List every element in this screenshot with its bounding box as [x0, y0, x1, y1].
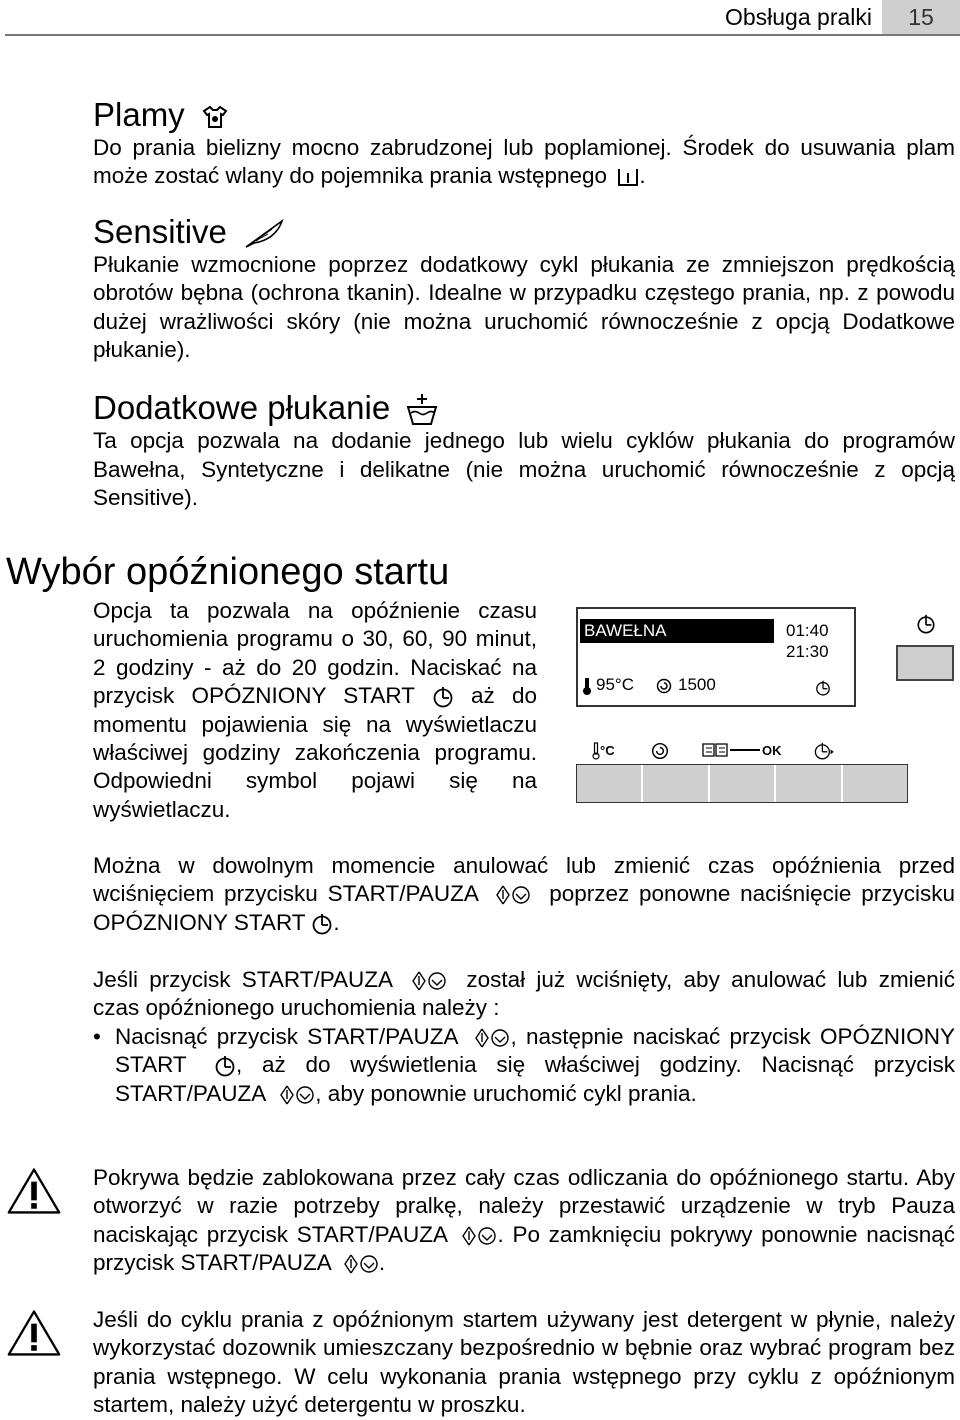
section-plamy — [93, 96, 955, 191]
delay-button[interactable] — [843, 765, 907, 802]
delay-clock-icon — [311, 913, 333, 935]
temp-button[interactable] — [577, 765, 643, 802]
display-program: BAWEŁNA — [580, 619, 774, 643]
delay-clock-icon — [432, 686, 454, 708]
feather-icon — [242, 219, 286, 249]
start-pause-icon — [279, 1084, 315, 1106]
start-pause-icon — [461, 1225, 497, 1247]
list-item: • Nacisnąć przycisk START/PAUZA , następnie naciskać przycisk OPÓZNIONY START , aż do wyświetlenia się właściwej godziny. Nacisnąć przycisk START/PAUZA , aby ponownie uruchomić cykl prania. — [93, 1023, 955, 1106]
display-time-end: 21:30 — [786, 642, 829, 661]
dodatkowe-heading: Dodatkowe płukanie — [93, 389, 955, 427]
start-pause-icon — [343, 1253, 379, 1275]
delay-clock-icon — [813, 742, 835, 760]
warning-lid: Pokrywa będzie zablokowana przez cały czas odliczania do opóźnionego startu. Aby otworzyć w razie potrzeby pralkę, należy przestawić urządzenie w tryb Pauza naciskając przycisk START/PAUZA . Po zamknięciu pokrywy ponownie nacisnąć przycisk START/PAUZA . — [93, 1165, 955, 1276]
delay-heading: Wybór opóźnionego startu — [6, 551, 450, 593]
delay-text: Opcja ta pozwala na opóźnienie czasu uruchomienia programu o 30, 60, 90 minut, 2 godziny - aż do 20 godzin. Naciskać na przycisk OPÓZNIONY START aż do momentu pojawienia się na wyświetlaczu właściwej godziny zakończenia programu. Odpowiedni symbol pojawi się na wyświetlaczu. — [93, 598, 537, 822]
header-rule — [5, 34, 960, 36]
sensitive-text: Płukanie wzmocnione poprzez dodatkowy cykl płukania ze zmniejszon prędkością obrotów bębna (ochrona tkanin). Idealne w przypadku częstego prania, np. z powodu dużej wrażliwości skóry (nie można uruchomić równocześnie z opcją Dodatkowe płukanie). — [93, 252, 955, 363]
start-pause-icon — [495, 884, 531, 906]
options-button[interactable] — [710, 765, 776, 802]
display-temp: 95°C — [596, 675, 634, 694]
button-bar — [576, 764, 908, 803]
display-spin: 1500 — [678, 675, 716, 694]
warning-triangle-icon — [6, 1308, 62, 1358]
start-pause-icon — [474, 1027, 510, 1049]
para-started: Jeśli przycisk START/PAUZA został już wciśnięty, aby anulować lub zmienić czas opóźnionego uruchomienia należy : • Nacisnąć przycisk START/PAUZA , następnie naciskać przycisk OPÓZNIONY START , aż do wyświetlenia się właściwej godziny. Nacisnąć przycisk START/PAUZA , aby ponownie uruchomić cykl prania. — [93, 966, 955, 1108]
plamy-text: Do prania bielizny mocno zabrudzonej lub poplamionej. Środek do usuwania plam może zostać wlany do pojemnika prania wstępnego . — [93, 135, 955, 189]
section-sensitive — [93, 213, 955, 365]
header-title: Obsługa pralki — [724, 4, 872, 30]
dodatkowe-text: Ta opcja pozwala na dodanie jednego lub wielu cyklów płukania do programów Bawełna, Syntetyczne i delikatne (nie można uruchomić równocześnie z opcją Sensitive). — [93, 428, 955, 511]
display-delay-icon — [815, 680, 831, 696]
temp-button-label: °C — [592, 742, 615, 760]
option-ok-label: OK — [702, 742, 782, 758]
book-icon — [702, 742, 728, 758]
display-temp-row — [582, 675, 634, 695]
ok-button[interactable] — [776, 765, 842, 802]
warning-detergent-text: Jeśli do cyklu prania z opóźnionym startem używany jest detergent w płynie, należy wykorzystać dozownik umieszczany bezpośrednio w bębnie oraz wybrać program bez prania wstępnego. W celu wykonania prania wstępnego przy cyklu z opóźnionym startem, należy użyć detergentu w proszku. — [93, 1307, 955, 1418]
prewash-icon — [617, 167, 639, 187]
delay-clock-icon — [916, 614, 936, 634]
thermometer-icon — [592, 742, 600, 760]
spin-button[interactable] — [643, 765, 709, 802]
page-number: 15 — [882, 0, 960, 34]
start-pause-icon — [411, 970, 447, 992]
sensitive-heading: Sensitive — [93, 213, 955, 251]
warning-triangle-icon — [6, 1166, 62, 1216]
delay-clock-icon — [214, 1055, 236, 1077]
section-dodatkowe — [93, 389, 955, 513]
rinse-plus-icon — [405, 393, 439, 427]
delay-start-button[interactable] — [896, 645, 954, 681]
display-spin-row — [656, 675, 716, 695]
display-panel — [576, 607, 856, 707]
display-time-duration: 01:40 — [786, 621, 829, 640]
para-cancel: Można w dowolnym momencie anulować lub zmienić czas opóźnienia przed wciśnięciem przycisku START/PAUZA poprzez ponowne naciśnięcie przycisku OPÓZNIONY START . — [93, 853, 955, 935]
plamy-heading: Plamy — [93, 96, 955, 134]
warning-detergent — [93, 1306, 955, 1420]
spin-icon — [656, 678, 672, 694]
spin-icon — [651, 742, 669, 760]
delay-text-block — [93, 597, 537, 824]
stain-icon — [200, 103, 230, 131]
thermometer-icon — [582, 677, 592, 695]
